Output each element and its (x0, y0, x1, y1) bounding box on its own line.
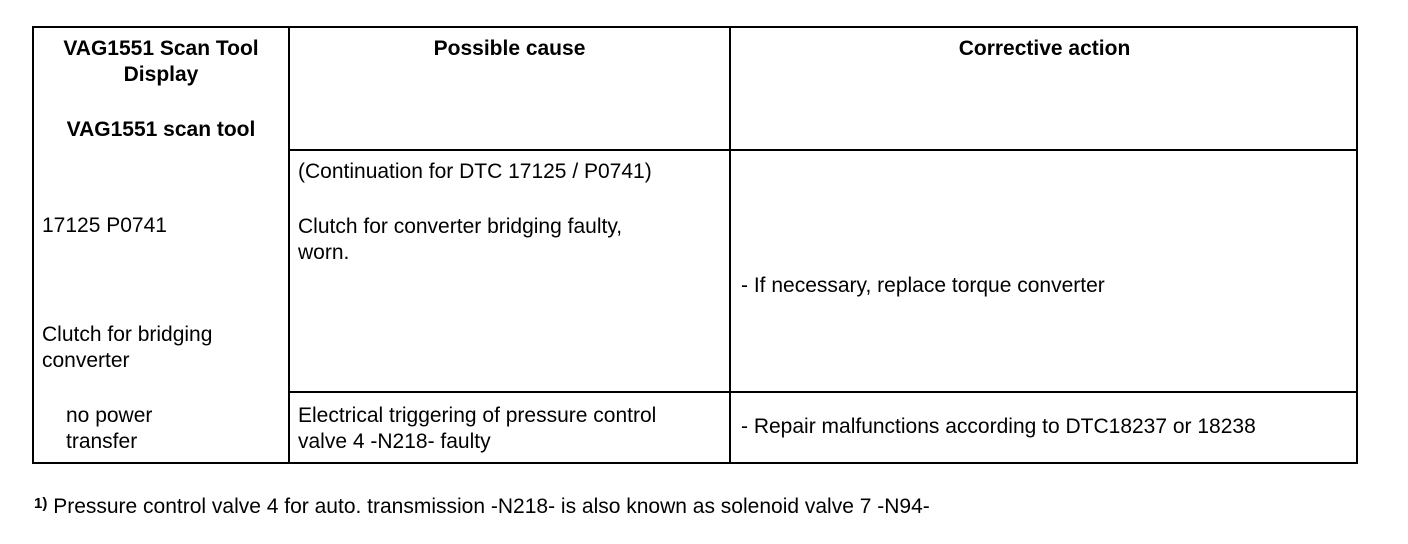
cause-clutch-faulty-line1: Clutch for converter bridging faulty, (298, 215, 623, 238)
column-divider-1 (288, 26, 290, 464)
cause-electrical-triggering (298, 403, 656, 455)
cause-continuation: (Continuation for DTC 17125 / P0741) (298, 160, 652, 183)
footnote-text: Pressure control valve 4 for auto. transmission -N218- is also known as solenoid valve 7 -N94- (53, 495, 930, 518)
dtc-description-line1: Clutch for bridging (42, 323, 213, 346)
action-replace-converter: - If necessary, replace torque converter (741, 274, 1105, 297)
header-possible-cause: Possible cause (433, 37, 586, 60)
dtc-code: 17125 P0741 (42, 214, 167, 237)
footnote (34, 494, 930, 520)
header-divider (288, 149, 1358, 151)
header-scan-tool-subtitle: VAG1551 scan tool (66, 118, 256, 141)
dtc-symptom-line1: no power (66, 404, 153, 427)
cause-clutch-faulty (298, 214, 622, 266)
dtc-symptom (66, 403, 152, 455)
footnote-marker: 1) (34, 495, 48, 512)
column-divider-2 (729, 26, 731, 464)
cause-electrical-triggering-line2: valve 4 -N218- faulty (298, 430, 491, 453)
dtc-description (42, 322, 212, 374)
header-corrective-action: Corrective action (958, 37, 1131, 60)
header-display-title-line2: Display (123, 63, 199, 86)
diagnostic-table (32, 26, 1358, 464)
dtc-description-line2: converter (42, 349, 130, 372)
cause-clutch-faulty-line2: worn. (298, 241, 350, 264)
cause-electrical-triggering-line1: Electrical triggering of pressure control (298, 404, 657, 427)
dtc-symptom-line2: transfer (66, 430, 138, 453)
action-repair-malfunctions: - Repair malfunctions according to DTC18237 or 18238 (741, 415, 1256, 438)
header-display-title-line1: VAG1551 Scan Tool (63, 37, 259, 60)
row-divider (288, 391, 1358, 393)
header-display-title (34, 36, 288, 88)
